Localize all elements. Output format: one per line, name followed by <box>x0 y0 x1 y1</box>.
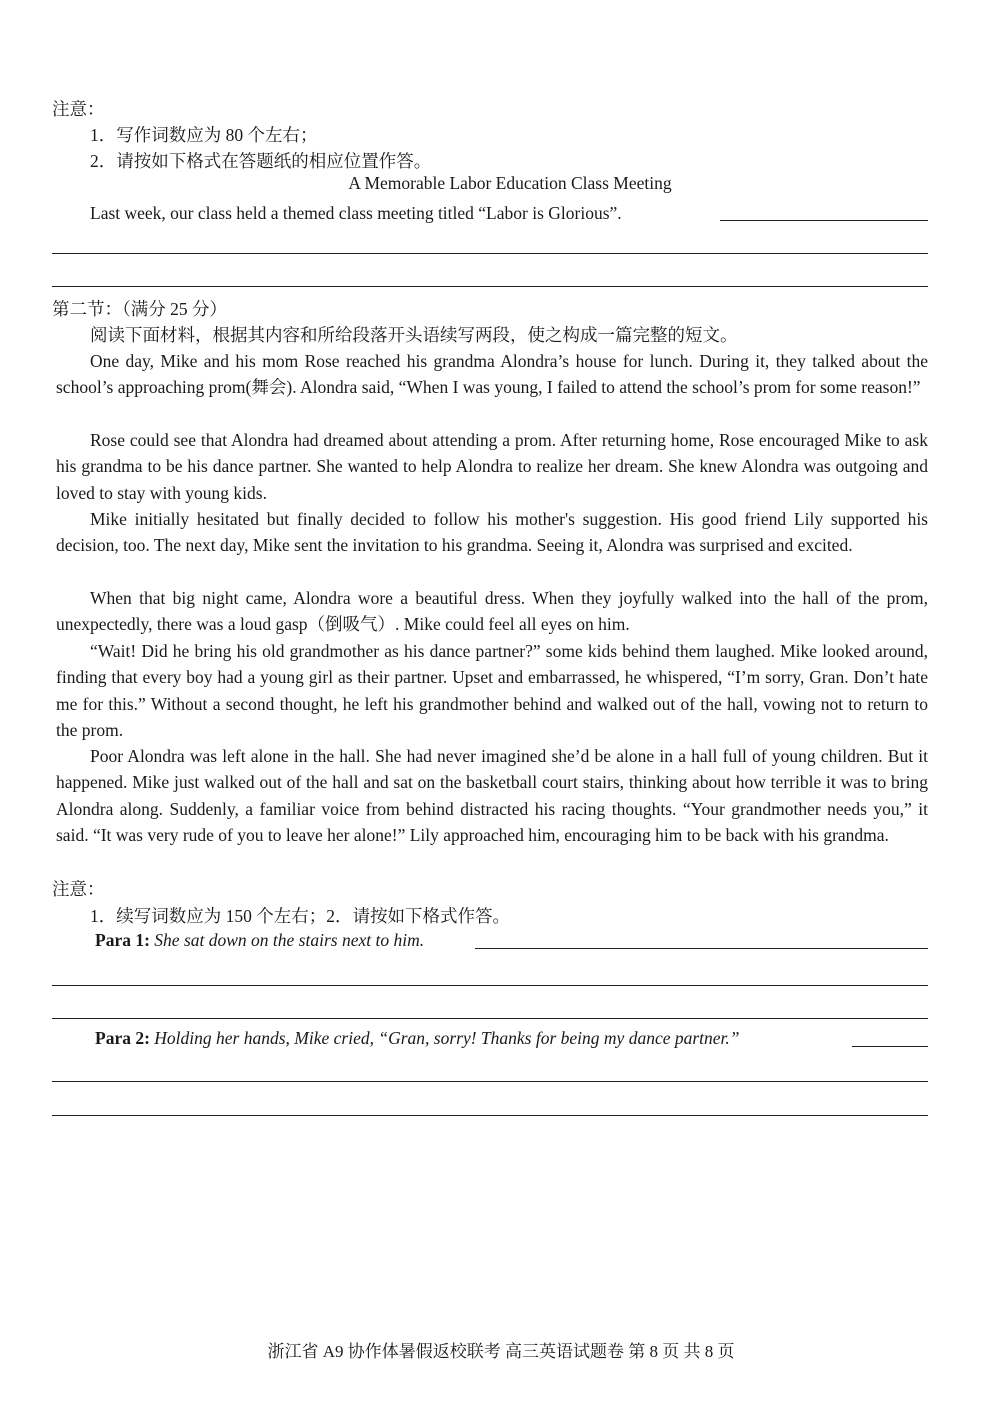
section-heading: 第二节：（满分 25 分） <box>52 299 227 319</box>
page-footer: 浙江省 A9 协作体暑假返校联考 高三英语试题卷 第 8 页 共 8 页 <box>267 1342 735 1361</box>
para1-text: She sat down on the stairs next to him. <box>154 930 425 950</box>
story-paragraph-6: Poor Alondra was left alone in the hall. She had never imagined she’d be alone in a hall full of young children. But it happened. Mike just walked out of the hall and sat on the basketball court stairs, thinking about how terrible it was to bring Alondra along. Suddenly, a familiar voice from behind distracted his racing thoughts. “Your grandmother needs you,” it said. “It was very rude of you to leave her alone!” Lily approached him, encouraging him to be back with his grandma. <box>56 746 928 845</box>
note-item-1: 1．写作词数应为 80 个左右； <box>90 125 318 145</box>
answer-line <box>720 220 928 221</box>
para2-prompt <box>95 1028 740 1049</box>
opening-line <box>90 203 622 224</box>
answer-line <box>52 1018 928 1019</box>
note-title-1: 注意： <box>52 99 105 119</box>
answer-line <box>52 1081 928 1082</box>
story-paragraph-2: Rose could see that Alondra had dreamed about attending a prom. After returning home, Rose encouraged Mike to ask his grandma to be his dance partner. She wanted to help Alondra to realize her dream. She knew Alondra was outgoing and loved to stay with young kids. <box>56 430 928 503</box>
para2-label: Para 2: <box>95 1028 150 1048</box>
answer-line <box>852 1046 928 1047</box>
story-paragraph-4: When that big night came, Alondra wore a beautiful dress. When they joyfully walked into the hall of the prom, unexpectedly, there was a loud gasp（倒吸气）. Mike could feel all eyes on him. <box>56 588 928 635</box>
story-paragraph-3: Mike initially hesitated but finally decided to follow his mother's suggestion. His good friend Lily supported his decision, too. The next day, Mike sent the invitation to his grandma. Seeing it, Alondra was surprised and excited. <box>56 509 928 556</box>
answer-line <box>475 948 928 949</box>
note-item-2: 2．请按如下格式在答题纸的相应位置作答。 <box>90 151 432 171</box>
answer-line <box>52 253 928 254</box>
para1-label: Para 1: <box>95 930 150 950</box>
essay-title: A Memorable Labor Education Class Meeting <box>348 173 672 193</box>
para2-text: Holding her hands, Mike cried, “Gran, sorry! Thanks for being my dance partner.” <box>154 1028 740 1048</box>
opening-line-text: Last week, our class held a themed class meeting titled “Labor is Glorious”. <box>90 203 622 223</box>
story-paragraph-1: One day, Mike and his mom Rose reached his grandma Alondra’s house for lunch. During it, they talked about the school’s approaching prom(舞会). Alondra said, “When I was young, I failed to attend the school’s prom for some reason!” <box>56 351 928 398</box>
note-line-2: 1．续写词数应为 150 个左右；2．请按如下格式作答。 <box>90 906 510 926</box>
answer-line <box>52 985 928 986</box>
instruction: 阅读下面材料，根据其内容和所给段落开头语续写两段，使之构成一篇完整的短文。 <box>90 325 738 345</box>
story-paragraph-5: “Wait! Did he bring his old grandmother as his dance partner?” some kids behind them laughed. Mike looked around, finding that every boy had a young girl as their partner. Upset and embarrassed, he whispered, “I’m sorry, Gran. Don’t hate me for this.” Without a second thought, he left his grandmother behind and walked out of the hall, vowing not to return to the prom. <box>56 641 928 740</box>
note-title-2: 注意： <box>52 879 105 899</box>
answer-line <box>52 1115 928 1116</box>
para1-prompt <box>95 930 424 951</box>
answer-line <box>52 286 928 287</box>
